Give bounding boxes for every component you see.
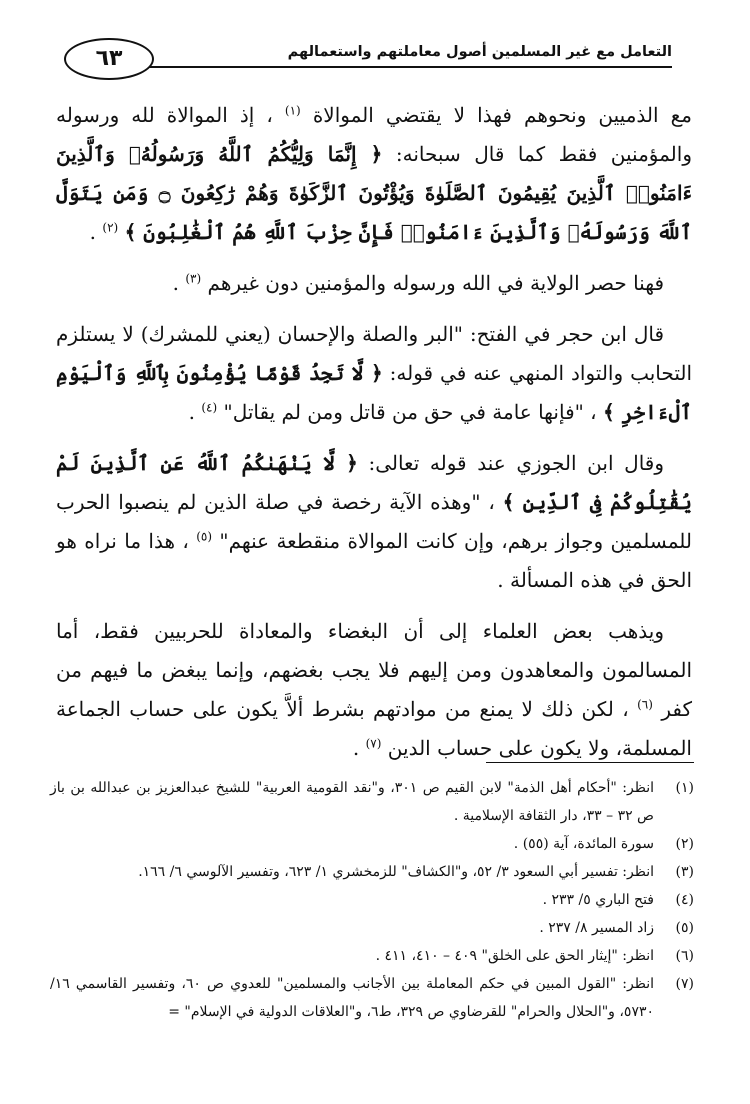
footnote-number: (١) bbox=[675, 780, 694, 796]
paragraph-text: . bbox=[188, 400, 195, 424]
paragraph-1 bbox=[56, 96, 692, 252]
paragraph-2 bbox=[56, 264, 692, 303]
footnote-item bbox=[50, 914, 694, 942]
footnote-ref: (٤) bbox=[201, 400, 218, 415]
paragraph-text: ويذهب بعض العلماء إلى أن البغضاء والمعاداة للحربيين فقط، أما المسالمون والمعاهدون ومن إليهم فلا يجب بغضهم، وإنما يبغض ما فيهم من كفر bbox=[56, 619, 693, 721]
paragraph-text: فهنا حصر الولاية في الله ورسوله والمؤمنين دون غيرهم bbox=[207, 271, 664, 295]
header-rule bbox=[110, 66, 672, 68]
footnote-text: انظر: "إيثار الحق على الخلق" ٤٠٩ – ٤١٠، ٤١١ . bbox=[375, 948, 654, 964]
paragraph-text: . bbox=[89, 220, 97, 244]
footnote-number: (٢) bbox=[675, 836, 694, 852]
paragraph-text: ، "وهذه الآية رخصة في صلة الذين لم ينصبوا الحرب للمسلمين وجواز برهم، وإن كانت الموالاة منقطعة عنهم" bbox=[56, 490, 693, 553]
paragraph-text: ، إذ الموالاة لله ورسوله والمؤمنين فقط كما قال سبحانه: bbox=[56, 103, 692, 166]
paragraph-text: ، "فإنها عامة في حق من قاتل ومن لم يقاتل" bbox=[223, 400, 597, 424]
footnote-item bbox=[50, 942, 694, 970]
footnote-ref: (٥) bbox=[196, 529, 213, 544]
footnote-divider bbox=[486, 762, 694, 763]
footnote-item bbox=[50, 858, 694, 886]
paragraph-text: . bbox=[352, 736, 360, 760]
footnote-item bbox=[50, 830, 694, 858]
footnote-ref: (٦) bbox=[637, 697, 653, 712]
footnote-ref: (٧) bbox=[365, 736, 382, 751]
footnote-text: انظر: "أحكام أهل الذمة" لابن القيم ص ٣٠١، و"نقد القومية العربية" للشيخ عبدالعزيز بن عبدالله بن باز ص ٣٢ – ٣٣، دار الثقافة الإسلامية . bbox=[50, 780, 654, 824]
footnote-ref: (١) bbox=[284, 103, 301, 118]
footnote-number: (٥) bbox=[675, 920, 694, 936]
footnotes bbox=[50, 774, 694, 1026]
footnote-number: (٤) bbox=[675, 892, 694, 908]
footnote-text: زاد المسير ٨/ ٢٣٧ . bbox=[539, 920, 654, 936]
quran-quote: ﴿ إِنَّمَا وَلِيُّكُمُ ٱللَّهُ وَرَسُولُهُۥ وَٱلَّذِينَ ءَامَنُوا۟ ٱلَّذِينَ يُقِيمُونَ ٱلصَّلَوٰةَ وَيُؤْتُونَ ٱلزَّكَوٰةَ وَهُمْ رَٰكِعُونَ ۝ وَمَن يَتَوَلَّ ٱللَّهَ وَرَسُولَهُۥ وَٱلَّذِينَ ءَامَنُوا۟ فَإِنَّ حِزْبَ ٱللَّهِ هُمُ ٱلْغَٰلِبُونَ ﴾ bbox=[56, 142, 692, 244]
footnote-item bbox=[50, 774, 694, 830]
footnote-number: (٧) bbox=[675, 976, 694, 992]
paragraph-4 bbox=[56, 444, 692, 600]
paragraph-text: قال ابن حجر في الفتح: "البر والصلة والإحسان (يعني للمشرك) لا يستلزم التحابب والتواد المنهي عنه في قوله: bbox=[56, 322, 693, 385]
paragraph-3 bbox=[56, 315, 692, 432]
footnote-text: انظر: تفسير أبي السعود ٣/ ٥٢، و"الكشاف" للزمخشري ١/ ٦٢٣، وتفسير الآلوسي ٦/ ١٦٦. bbox=[138, 864, 654, 880]
footnote-text: انظر: "القول المبين في حكم المعاملة بين الأجانب والمسلمين" للعدوي ص ٦٠، وتفسير القاسمي ١٦/ ٥٧٣٠، و"الحلال والحرام" للقرضاوي ص ٣٢٩، ط٦، و"العلاقات الدولية في الإسلام" = bbox=[50, 976, 654, 1020]
quran-quote: ﴿ لَّا يَنْهَىٰكُمُ ٱللَّهُ عَنِ ٱلَّذِينَ لَمْ يُقَٰتِلُوكُمْ فِى ٱلدِّينِ ﴾ bbox=[56, 451, 692, 514]
paragraph-text: . bbox=[172, 271, 179, 295]
paragraph-text: مع الذميين ونحوهم فهذا لا يقتضي الموالاة bbox=[312, 103, 693, 127]
paragraph-5 bbox=[56, 612, 692, 768]
footnote-ref: (٢) bbox=[102, 220, 119, 235]
page-number: ٦٣ bbox=[64, 38, 154, 80]
paragraph-text: وقال ابن الجوزي عند قوله تعالى: bbox=[368, 451, 665, 475]
main-text bbox=[56, 96, 692, 780]
running-title: التعامل مع غير المسلمين أصول معاملتهم واستعمالهم bbox=[287, 44, 672, 60]
page-header bbox=[70, 38, 672, 78]
footnote-text: سورة المائدة، آية (٥٥) . bbox=[513, 836, 654, 852]
footnote-ref: (٣) bbox=[185, 271, 202, 286]
footnote-item bbox=[50, 970, 694, 1026]
footnote-number: (٣) bbox=[675, 864, 694, 880]
footnote-text: فتح الباري ٥/ ٢٣٣ . bbox=[542, 892, 654, 908]
paragraph-text: ، هذا ما نراه هو الحق في هذه المسألة . bbox=[56, 529, 692, 592]
paragraph-text: ، لكن ذلك لا يمنع من موادتهم بشرط ألاَّ يكون على حساب الجماعة المسلمة، ولا يكون على حساب الدين bbox=[56, 697, 692, 760]
footnote-item bbox=[50, 886, 694, 914]
footnote-number: (٦) bbox=[675, 948, 694, 964]
quran-quote: ﴿ لَّا تَجِدُ قَوْمًا يُؤْمِنُونَ بِٱللَّهِ وَٱلْيَوْمِ ٱلْءَاخِرِ ﴾ bbox=[56, 361, 692, 424]
